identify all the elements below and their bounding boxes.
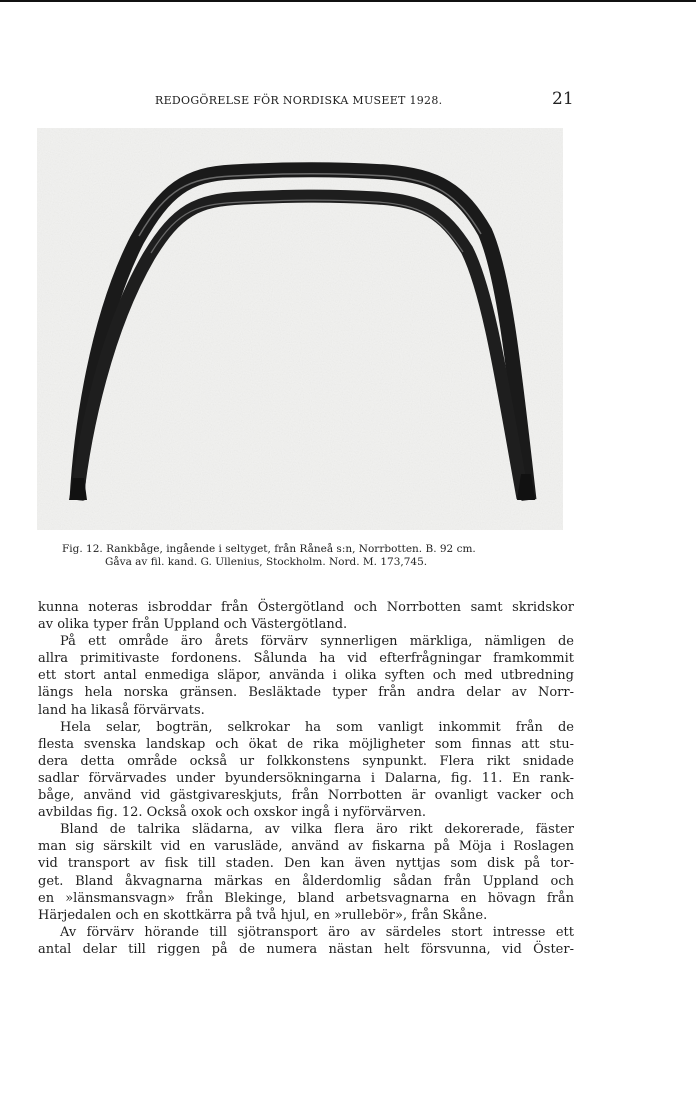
text-line: man sig särskilt vid en varusläde, använd av fiskarna på Möja i Roslagen bbox=[38, 839, 574, 855]
caption-line-2: Gåva av fil. kand. G. Ullenius, Stockholm. Nord. M. 173,745. bbox=[105, 556, 428, 568]
text-line: land ha likaså förvärvats. bbox=[38, 702, 205, 718]
text-line: På ett område äro årets förvärv synnerligen märkliga, nämligen de bbox=[60, 634, 574, 650]
text-line: dera detta område också ur folkkonstens synpunkt. Flera rikt snidade bbox=[38, 753, 574, 769]
text-line: kunna noteras isbroddar från Östergötland och Norrbotten samt skridskor bbox=[38, 600, 574, 615]
figure-photo bbox=[37, 128, 563, 530]
text-line: Av förvärv hörande till sjötransport äro av särdeles stort intresse ett bbox=[60, 924, 574, 940]
page-top-edge bbox=[0, 0, 696, 2]
text-line: Bland de talrika slädarna, av vilka flera äro rikt dekorerade, fäster bbox=[60, 822, 574, 838]
caption-line-1: Fig. 12. Rankbåge, ingående i seltyget, från Råneå s:n, Norrbotten. B. 92 cm. bbox=[62, 543, 476, 555]
text-line: sadlar förvärvades under byundersökningarna i Dalarna, fig. 11. En rank- bbox=[38, 770, 574, 786]
text-line: antal delar till riggen på de numera nästan helt försvunna, vid Öster- bbox=[38, 941, 574, 957]
text-line: get. Bland åkvagnarna märkas en ålderdomlig sådan från Uppland och bbox=[38, 873, 574, 889]
text-line: vid transport av fisk till staden. Den kan även nyttjas som disk på tor- bbox=[38, 856, 574, 872]
text-line: längs hela norska gränsen. Besläktade typer från andra delar av Norr- bbox=[38, 685, 574, 701]
text-line: av olika typer från Uppland och Västergötland. bbox=[38, 617, 348, 633]
running-header: REDOGÖRELSE FÖR NORDISKA MUSEET 1928. bbox=[155, 94, 443, 107]
figure-caption bbox=[62, 543, 562, 569]
text-line: ett stort antal enmediga släpor, använda i olika syften och med utbredning bbox=[38, 668, 574, 684]
page-number: 21 bbox=[552, 89, 574, 109]
text-line: en »länsmansvagn» från Blekinge, bland arbetsvagnarna en hövagn från bbox=[38, 890, 574, 906]
text-line: flesta svenska landskap och ökat de rika möjligheter som finnas att stu- bbox=[38, 736, 574, 752]
text-line: avbildas fig. 12. Också oxok och oxskor ingå i nyförvärven. bbox=[38, 805, 426, 821]
body-text bbox=[38, 599, 574, 958]
text-line: Härjedalen och en skottkärra på två hjul, en »rullebör», från Skåne. bbox=[38, 907, 488, 923]
text-line: Hela selar, bogträn, selkrokar ha som vanligt inkommit från de bbox=[60, 719, 574, 735]
text-line: allra primitivaste fordonens. Sålunda ha vid efterfrågningar framkommit bbox=[38, 651, 574, 667]
text-line: båge, använd vid gästgivareskjuts, från Norrbotten är ovanligt vacker och bbox=[38, 788, 574, 804]
rankbage-illustration bbox=[37, 128, 563, 530]
